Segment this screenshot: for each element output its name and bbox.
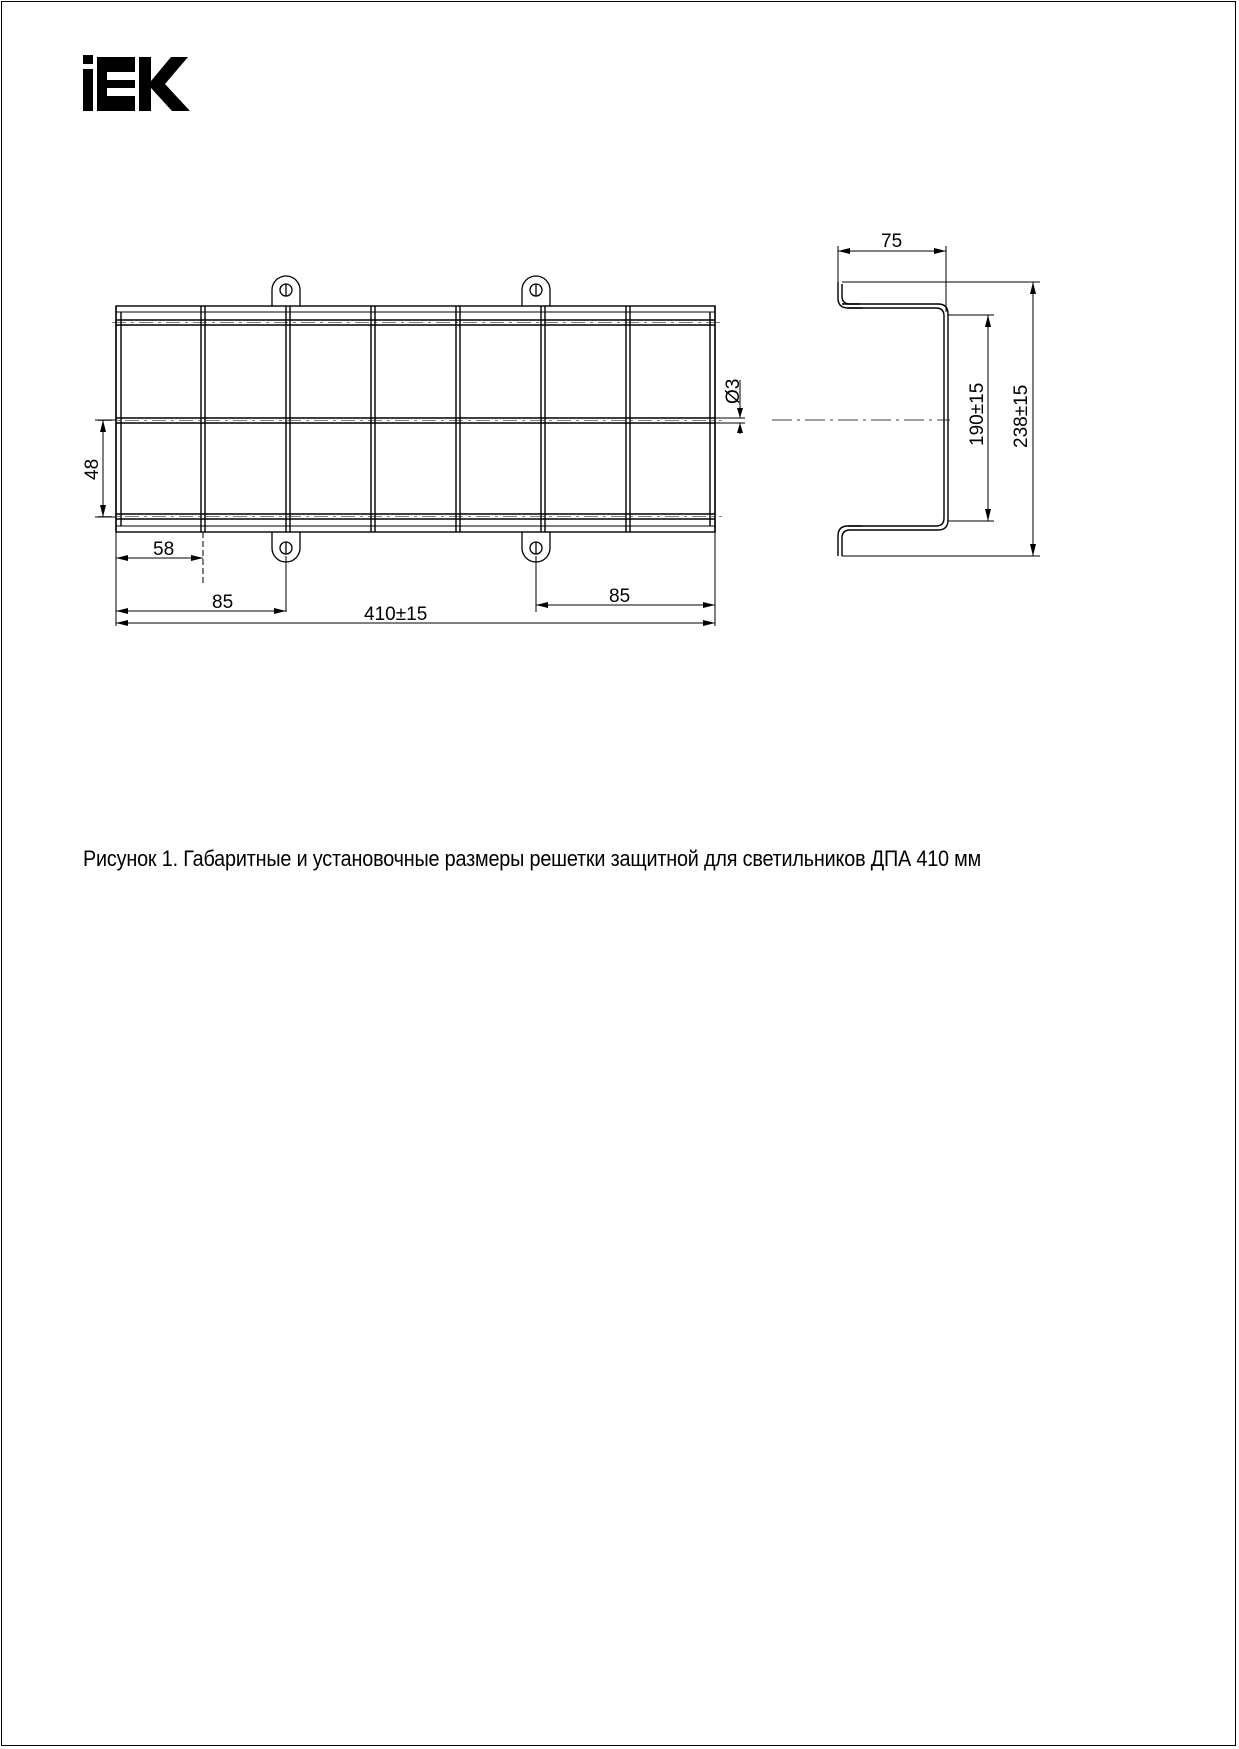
dim-label-diameter: Ø3 <box>723 378 744 404</box>
dim-label-85-right: 85 <box>609 586 631 607</box>
profile-side-view <box>772 282 950 556</box>
dim-label-58: 58 <box>153 539 175 560</box>
dim-label-410: 410±15 <box>364 604 428 625</box>
dim-label-190: 190±15 <box>967 382 988 446</box>
side-dimension-lines <box>838 246 1040 556</box>
dim-label-85-left: 85 <box>212 592 234 613</box>
dim-label-75: 75 <box>881 231 903 252</box>
dim-label-238: 238±15 <box>1011 384 1032 448</box>
dim-label-48: 48 <box>82 458 103 480</box>
front-dimension-lines <box>95 380 745 626</box>
figure-caption: Рисунок 1. Габаритные и установочные размеры решетки защитной для светильников ДПА 410 мм <box>83 846 982 871</box>
grid-front-view <box>98 276 722 562</box>
